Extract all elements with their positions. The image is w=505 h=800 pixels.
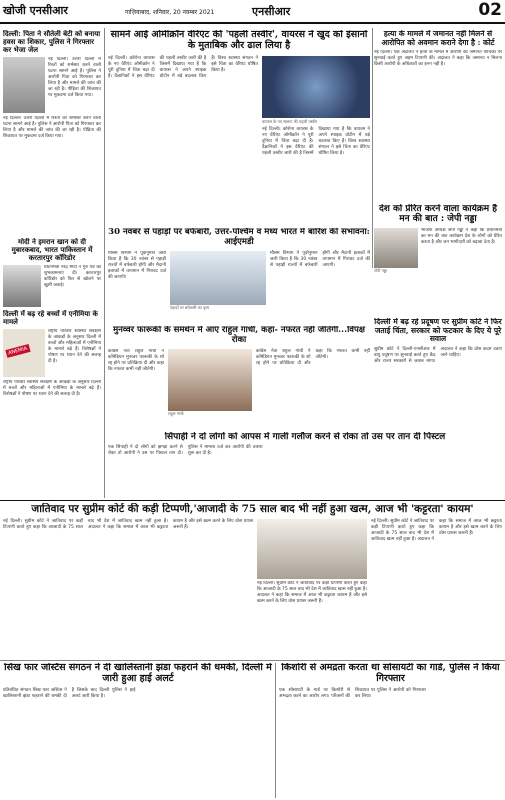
nadda-caption: जेपी नड्डा (374, 267, 387, 273)
court-story-headline: हत्या के मामले में जमानत नहीं मिलने से आरोपित को अवमान कराने देगा है : कोर्ट (381, 30, 495, 47)
court-story (374, 30, 502, 200)
dateline: गाज़ियाबाद, शनिवार, 20 नवम्बर 2021 (125, 9, 215, 16)
pollution-story-headline: दिल्ली में बढ़ रहे प्रदूषण पर सुप्रीम कोर्ट ने फिर जताई चिंता, सरकार को फटकार के दिए ये पूरे सवाल (374, 318, 502, 344)
rahul-photo (168, 349, 252, 411)
snow-image (170, 251, 266, 305)
nadda-story-body: भाजपा अध्यक्ष जेपी नड्डा ने कहा कि प्रधानमंत्री का मन की बात कार्यक्रम देश के लोगों को प्रेरित करता है और जन भागीदारी को बढ़ावा देता है। (421, 227, 502, 245)
main-story-headline: सामने आई ओमीक्रॉन वेरिएंट की 'पहली तस्वीर', वायरस ने खुद को इंसानों के मुताबिक और ढाल लिया है (110, 30, 368, 51)
caste-story-body-mid: नई दिल्ली। सुप्रीम कोर्ट ने जातिवाद पर कड़ी टिप्पणी करते हुए कहा कि आजादी के 75 साल बाद भी देश में जातिवाद खत्म नहीं हुआ है। अदालत ने कहा कि समाज में आज भी कट्टरता कायम है और इसे खत्म करने के लिए ठोस प्रयास जरूरी हैं। (257, 581, 367, 605)
left-story-body: नई दिल्ली। उत्तरी दिल्ली में रिश्तों को शर्मसार करने वाली घटना सामने आई है। पुलिस ने आरोपी पिता को गिरफ्तार कर लिया है और मामले की जांच की जा रही है। पीड़िता की शिकायत पर मुकदमा दर्ज किया गया। (48, 57, 101, 99)
nadda-story (374, 204, 502, 314)
modi-story-body: प्रधानमंत्री नरेंद्र मोदी ने गुरु पर्व की शुभकामनाएं दीं। करतारपुर कॉरिडोर को फिर से खोलने पर खुशी जताई। (44, 265, 101, 289)
virus-caption: वायरस के नए स्वरूप की पहली तस्वीर (262, 118, 318, 124)
weather-story-body-cont: मौसम विभाग ने पूर्वानुमान जारी किया है कि 30 नवंबर से पहाड़ी राज्यों में बर्फबारी होगी और मैदानी इलाकों में तापमान में गिरावट दर्ज की जाएगी। (270, 250, 370, 268)
farooq-story-body-cont: कांग्रेस नेता राहुल गांधी ने कॉमेडियन मुनव्वर फारूकी के शो रद्द होने पर प्रतिक्रिया दी और कहा कि नफरत कभी नहीं जीतेगी। (256, 348, 370, 366)
court-story-body: नई दिल्ली। एक अदालत ने हत्या के मामले में आरोपी की जमानत याचिका पर सुनवाई करते हुए अहम टिप्पणी की। अदालत ने कहा कि जमानत न मिलना किसी आरोपी के अधिकारों का हनन नहीं है। (374, 50, 502, 68)
caste-story-headline: जातिवाद पर सुप्रीम कोर्ट की कड़ी टिप्पणी,'आजादी के 75 साल बाद भी नहीं हुआ खत्म, आज भी 'कट्टरता' कायम' (31, 503, 474, 515)
page-number: 02 (478, 0, 502, 20)
modi-story (3, 238, 101, 310)
masthead (0, 0, 505, 24)
eye-photo (3, 57, 45, 113)
modi-story-headline: मोदी ने इमरान खान को दी मुबारकबाद, भारत पाकिस्तान में करतारपुर कॉरिडोर (11, 238, 93, 263)
main-story (108, 30, 370, 226)
student-story (279, 663, 502, 797)
nadda-photo (374, 228, 418, 268)
anemia-label: ANEMIA (5, 344, 30, 358)
soldier-story-body: एक सिपाही ने दो लोगों को झगड़ा करने से रोका तो आरोपी ने उस पर पिस्टल तान दी। पुलिस ने मामला दर्ज कर आरोपी की तलाश शुरू कर दी है। (108, 445, 263, 457)
pollution-story-body: सुप्रीम कोर्ट ने दिल्ली-एनसीआर में वायु प्रदूषण पर सुनवाई करते हुए केंद्र और राज्य सरकारों से जवाब मांगा। अदालत ने कहा कि ठोस कदम उठाए जाने चाहिए। (374, 346, 502, 364)
main-story-body: नई दिल्ली। कोरोना वायरस के नए वेरिएंट ओमीक्रॉन ने पूरी दुनिया में चिंता बढ़ा दी है। वैज्ञानिकों ने इस वेरिएंट की पहली तस्वीर जारी की है जिसमें दिखाया गया है कि वायरस ने अपने स्पाइक प्रोटीन में बड़े बदलाव किए हैं। विश्व स्वास्थ्य संगठन ने इसे चिंता का वेरिएंट घोषित किया है। (108, 55, 258, 79)
nadda-story-headline: देश को प्रेरित करने वाला कार्यक्रम है मन की बात : जेपी नड्डा (378, 204, 498, 225)
student-story-headline: किशोरी से अमद्रता करता था सोसायटी का गार्ड, पुलिस ने किया गिरफ्तार (281, 663, 500, 684)
left-story (3, 30, 101, 240)
sikh-story-headline: सिख फार जस्टिस संगठन ने दी खालिस्तानी झंडा फहराने की धमकी, दिल्ली में जारी हुआ हाई अलर्ट (4, 663, 272, 684)
virus-image (262, 56, 370, 118)
rahul-caption: राहुल गांधी (168, 410, 184, 416)
snow-caption: पहाड़ों पर बर्फबारी का दृश्य (170, 304, 210, 310)
anemia-story (3, 310, 101, 500)
farooq-story-body: कांग्रेस नेता राहुल गांधी ने कॉमेडियन मुनव्वर फारूकी के शो रद्द होने पर प्रतिक्रिया दी और कहा कि नफरत कभी नहीं जीतेगी। (108, 348, 164, 372)
soldier-story-headline: सिपाही ने दो लोगों को आपस में गाली गलौज करने से रोका तो उस पर तान दी पिस्टल (164, 432, 446, 442)
student-story-body: एक सोसायटी के गार्ड पर किशोरी से अभद्रता करने का आरोप लगा। परिजनों की शिकायत पर पुलिस ने आरोपी को गिरफ्तार कर लिया। (279, 687, 426, 699)
weather-story-body: मौसम विभाग ने पूर्वानुमान जारी किया है कि 30 नवंबर से पहाड़ी राज्यों में बर्फबारी होगी और मैदानी इलाकों में तापमान में गिरावट दर्ज की जाएगी। (108, 250, 166, 280)
sikh-story-body: प्रतिबंधित संगठन सिख फार जस्टिस ने खालिस्तानी झंडा फहराने की धमकी दी है जिसके बाद दिल्ली पुलिस ने हाई अलर्ट जारी किया है। (3, 687, 136, 699)
caste-story (3, 503, 502, 659)
anemia-story-headline: दिल्ली में बढ़ रहे बच्चों में एनीमिया के मामले (3, 310, 98, 327)
weather-story (108, 228, 370, 324)
farooq-story (108, 326, 370, 430)
sikh-story (3, 663, 273, 797)
left-story-body-cont: नई दिल्ली। उत्तरी दिल्ली में रिश्तों को शर्मसार करने वाली घटना सामने आई है। पुलिस ने आरोपी पिता को गिरफ्तार कर लिया है और मामले की जांच की जा रही है। पीड़िता की शिकायत पर मुकदमा दर्ज किया गया। (3, 116, 101, 140)
brand-name: खोजी एनसीआर (3, 4, 68, 17)
modi-photo (3, 265, 41, 307)
soldier-story (108, 432, 502, 498)
caste-story-body-cont: नई दिल्ली। सुप्रीम कोर्ट ने जातिवाद पर कड़ी टिप्पणी करते हुए कहा कि आजादी के 75 साल बाद भी देश में जातिवाद खत्म नहीं हुआ है। अदालत ने कहा कि समाज में आज भी कट्टरता कायम है और इसे खत्म करने के लिए ठोस प्रयास जरूरी हैं। (371, 519, 502, 543)
farooq-story-headline: मुनव्वर फारूकी के समर्थन में आए राहुल गांधी, कहा- नफरत नहीं जीतेगी...विपक्ष रोका (113, 326, 365, 345)
anemia-story-body: राष्ट्रीय परिवार स्वास्थ्य सर्वेक्षण के आंकड़ों के अनुसार दिल्ली में बच्चों और महिलाओं में एनीमिया के मामले बढ़े हैं। विशेषज्ञों ने पोषण पर ध्यान देने की सलाह दी है। (48, 329, 101, 365)
weather-story-headline: 30 नवंबर से पहाड़ों पर बर्फबारी, उत्तर-पश्चिम व मध्य भारत में बारिश की संभावना: आईएमडी (108, 228, 370, 247)
anemia-story-body-cont: राष्ट्रीय परिवार स्वास्थ्य सर्वेक्षण के आंकड़ों के अनुसार दिल्ली में बच्चों और महिलाओं में एनीमिया के मामले बढ़े हैं। विशेषज्ञों ने पोषण पर ध्यान देने की सलाह दी है। (3, 380, 101, 398)
caste-story-body: नई दिल्ली। सुप्रीम कोर्ट ने जातिवाद पर कड़ी टिप्पणी करते हुए कहा कि आजादी के 75 साल बाद भी देश में जातिवाद खत्म नहीं हुआ है। अदालत ने कहा कि समाज में आज भी कट्टरता कायम है और इसे खत्म करने के लिए ठोस प्रयास जरूरी हैं। (3, 519, 253, 531)
left-story-headline: दिल्ली: पिता ने सौतेली बेटी को बनाया हवस का शिकार, पुलिस ने गिरफ्तार कर भेजा जेल (3, 30, 101, 55)
main-story-body-cont: नई दिल्ली। कोरोना वायरस के नए वेरिएंट ओमीक्रॉन ने पूरी दुनिया में चिंता बढ़ा दी है। वैज्ञानिकों ने इस वेरिएंट की पहली तस्वीर जारी की है जिसमें दिखाया गया है कि वायरस ने अपने स्पाइक प्रोटीन में बड़े बदलाव किए हैं। विश्व स्वास्थ्य संगठन ने इसे चिंता का वेरिएंट घोषित किया है। (262, 126, 370, 156)
anemia-photo (3, 329, 45, 377)
court-building-photo (257, 519, 367, 579)
section-label: एनसीआर (252, 5, 291, 18)
